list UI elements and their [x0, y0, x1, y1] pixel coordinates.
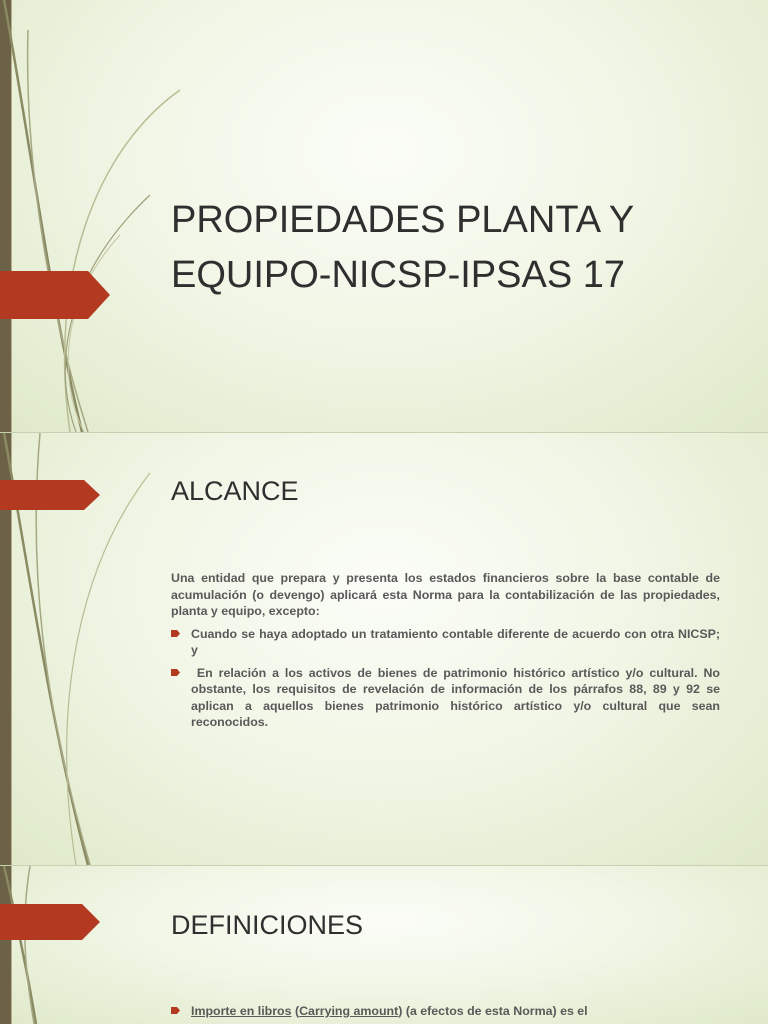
- accent-tab: [0, 904, 100, 940]
- accent-tab: [0, 480, 100, 510]
- list-item-text: En relación a los activos de bienes de patrimonio histórico artístico y/o cultural. No obstante, los requisitos de revelación de información de los párrafos 88, 89 y 92 se aplican a aquellos bienes patrimonio histórico artístico y/o cultural que sean reconocidos.: [191, 665, 724, 729]
- list-item: [171, 665, 724, 731]
- bullet-list: [171, 1003, 720, 1020]
- intro-paragraph: Una entidad que prepara y presenta los estados financieros sobre la base contable de acumulación (o devengo) aplicará esta Norma para la contabilización de las propiedades, planta y equipo, excepto:: [171, 571, 720, 618]
- arrow-bullet-icon: [171, 630, 180, 637]
- paren-text: (: [291, 1004, 300, 1018]
- accent-tab: [0, 271, 110, 319]
- list-item: [171, 1003, 720, 1020]
- slide-body: [171, 570, 724, 737]
- slide-body: [171, 1003, 720, 1024]
- decorative-curves: [0, 866, 200, 1024]
- bullet-list: [171, 626, 724, 731]
- list-item: [171, 626, 720, 659]
- alcance-slide: [0, 433, 768, 865]
- decorative-curves: [0, 0, 200, 432]
- section-title: ALCANCE: [171, 476, 299, 506]
- slide-title: PROPIEDADES PLANTA Y EQUIPO-NICSP-IPSAS 17: [171, 199, 634, 296]
- title-slide: [0, 0, 768, 432]
- arrow-bullet-icon: [171, 1007, 180, 1014]
- list-item-text: Cuando se haya adoptado un tratamiento contable diferente de acuerdo con otra NICSP; y: [191, 626, 720, 657]
- definiciones-slide: [0, 866, 768, 1024]
- definition-text: ) (a efectos de esta Norma) es el: [398, 1004, 588, 1018]
- section-title: DEFINICIONES: [171, 910, 364, 940]
- arrow-bullet-icon: [171, 669, 180, 676]
- term-english: Carrying amount: [299, 1004, 399, 1018]
- term-label: Importe en libros: [191, 1004, 292, 1018]
